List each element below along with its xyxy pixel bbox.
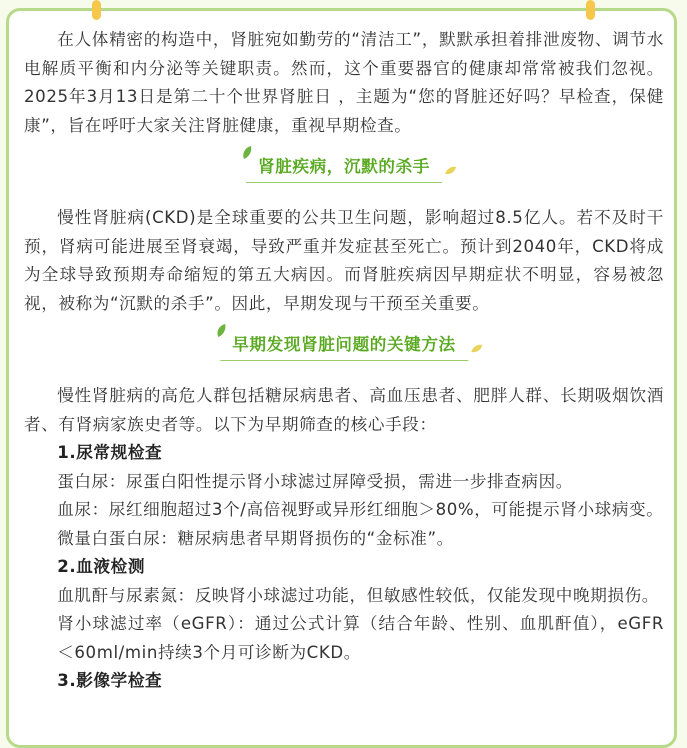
leaf-icon xyxy=(471,344,482,353)
section-heading-2 xyxy=(220,332,468,361)
list-item: 蛋白尿：尿蛋白阳性提示肾小球滤过屏障受损，需进一步排查病因。 xyxy=(57,471,573,491)
article-content xyxy=(24,26,664,696)
leaf-icon xyxy=(242,146,252,160)
intro-paragraph: 在人体精密的构造中，肾脏宛如勤劳的“清洁工”，默默承担着排泄废物、调节水电解质平衡和内分泌等关键职责。然而，这个重要器官的健康却常常被我们忽视。2025年3月13日是第二十个世界肾脏日 ，主题为“您的肾脏还好吗？早检查，保健康”，旨在呼吁大家关注肾脏健康，重视早期检查。 xyxy=(24,30,664,135)
list-item: 肾小球滤过率（eGFR）：通过公式计算（结合年龄、性别、血肌酐值），eGFR＜60ml/min持续3个月可诊断为CKD。 xyxy=(57,614,664,662)
list-item: 微量白蛋白尿：糖尿病患者早期肾损伤的“金标准”。 xyxy=(57,528,454,548)
frame-pin-right xyxy=(586,0,595,20)
section-2-paragraph: 慢性肾脏病的高危人群包括糖尿病患者、高血压患者、肥胖人群、长期吸烟饮酒者、有肾病家族史者等。以下为早期筛查的核心手段： xyxy=(24,386,664,434)
section-heading-2-wrap xyxy=(24,318,664,382)
section-1-paragraph: 慢性肾脏病(CKD)是全球重要的公共卫生问题，影响超过8.5亿人。若不及时干预，肾病可能进展至肾衰竭，导致严重并发症甚至死亡。预计到2040年，CKD将成为全球导致预期寿命缩短的第五大病因。而肾脏疾病因早期症状不明显，容易被忽视，被称为“沉默的杀手”。因此，早期发现与干预至关重要。 xyxy=(24,208,664,313)
frame-pin-left xyxy=(92,0,101,20)
subheading-imaging: 3.影像学检查 xyxy=(57,671,163,690)
list-item: 血尿：尿红细胞超过3个/高倍视野或异形红细胞＞80%，可能提示肾小球病变。 xyxy=(57,500,664,519)
section-heading-2-text: 早期发现肾脏问题的关键方法 xyxy=(232,335,456,354)
section-heading-1-wrap xyxy=(24,140,664,204)
leaf-icon xyxy=(445,166,456,175)
subheading-urine-test: 1.尿常规检查 xyxy=(57,443,163,462)
leaf-icon xyxy=(216,324,226,338)
section-heading-1-text: 肾脏疾病，沉默的杀手 xyxy=(258,157,430,176)
section-heading-1 xyxy=(246,154,442,183)
subheading-blood-test: 2.血液检测 xyxy=(57,557,146,576)
list-item: 血肌酐与尿素氮：反映肾小球滤过功能，但敏感性较低，仅能发现中晚期损伤。 xyxy=(57,585,659,605)
